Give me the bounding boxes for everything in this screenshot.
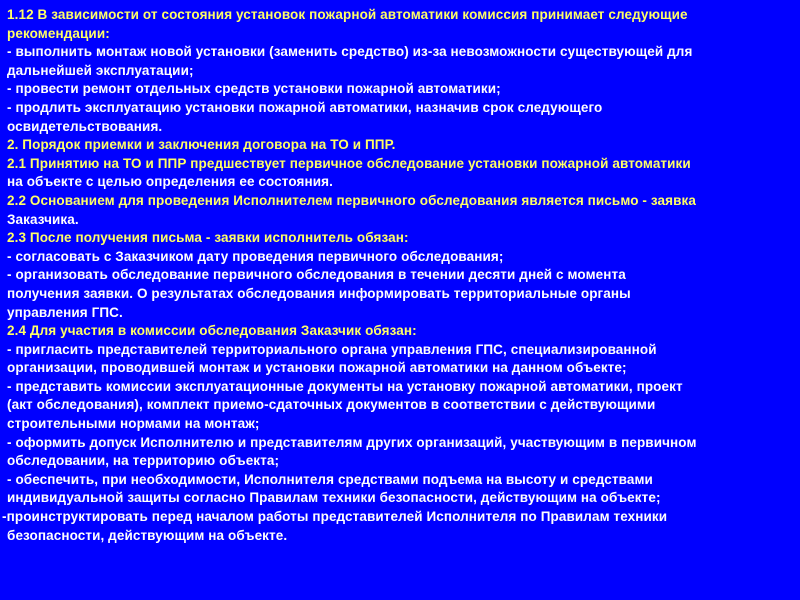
- duty-organize-inspection: - организовать обследование первичного обследования в течении десяти дней с момента: [7, 267, 626, 283]
- section-2-heading: 2. Порядок приемки и заключения договора на ТО и ППР.: [7, 137, 396, 153]
- duty-agree-date: - согласовать с Заказчиком дату проведения первичного обследования;: [7, 248, 504, 264]
- duty-organize-inspection-cont: получения заявки. О результатах обследования информировать территориальные органы: [7, 285, 631, 301]
- duty-present-documents-cont: (акт обследования), комплект приемо-сдаточных документов в соответствии с действующими: [7, 397, 656, 413]
- duty-organize-inspection-cont2: управления ГПС.: [7, 304, 123, 320]
- recommendation-extend: - продлить эксплуатацию установки пожарной автоматики, назначив срок следующего: [7, 99, 603, 115]
- recommendation-extend-cont: освидетельствования.: [7, 118, 163, 134]
- section-2-3-heading: 2.3 После получения письма - заявки исполнитель обязан:: [7, 230, 409, 246]
- recommendation-install-new: - выполнить монтаж новой установки (заменить средство) из-за невозможности существующей для: [7, 44, 693, 60]
- section-2-1-heading: 2.1 Принятию на ТО и ППР предшествует первичное обследование установки пожарной автоматики: [7, 155, 691, 171]
- section-1-12-heading: 1.12 В зависимости от состояния установок пожарной автоматики комиссия принимает следующие: [7, 7, 688, 22]
- duty-invite-representatives-cont: организации, проводившей монтаж и установки пожарной автоматики на данном объекте;: [7, 360, 627, 376]
- duty-instruct: -проинструктировать перед началом работы представителей Исполнителя по Правилам техники: [2, 509, 668, 525]
- duty-provide-equipment: - обеспечить, при необходимости, Исполнителя средствами подъема на высоту и средствами: [7, 471, 653, 487]
- section-2-2-heading: 2.2 Основанием для проведения Исполнителем первичного обследования является письмо - заявка: [7, 192, 696, 208]
- duty-instruct-cont: безопасности, действующим на объекте.: [7, 527, 288, 543]
- section-1-12-heading-cont: рекомендации:: [7, 25, 110, 41]
- section-2-4-heading: 2.4 Для участия в комиссии обследования Заказчик обязан:: [7, 323, 417, 339]
- section-2-1-text: на объекте с целью определения ее состояния.: [7, 174, 333, 190]
- duty-invite-representatives: - пригласить представителей территориального органа управления ГПС, специализированной: [7, 341, 657, 357]
- duty-present-documents: - представить комиссии эксплуатационные документы на установку пожарной автоматики, проект: [7, 378, 683, 394]
- recommendation-repair: - провести ремонт отдельных средств установки пожарной автоматики;: [7, 81, 501, 97]
- duty-present-documents-cont2: строительными нормами на монтаж;: [7, 416, 260, 432]
- section-2-2-text: Заказчика.: [7, 211, 79, 227]
- document-text: [2, 6, 793, 545]
- duty-issue-access: - оформить допуск Исполнителю и представителям других организаций, участвующим в первичном: [7, 434, 697, 450]
- duty-issue-access-cont: обследовании, на территорию объекта;: [7, 453, 280, 469]
- recommendation-install-new-cont: дальнейшей эксплуатации;: [7, 62, 194, 78]
- duty-provide-equipment-cont: индивидуальной защиты согласно Правилам техники безопасности, действующим на объекте;: [7, 490, 661, 506]
